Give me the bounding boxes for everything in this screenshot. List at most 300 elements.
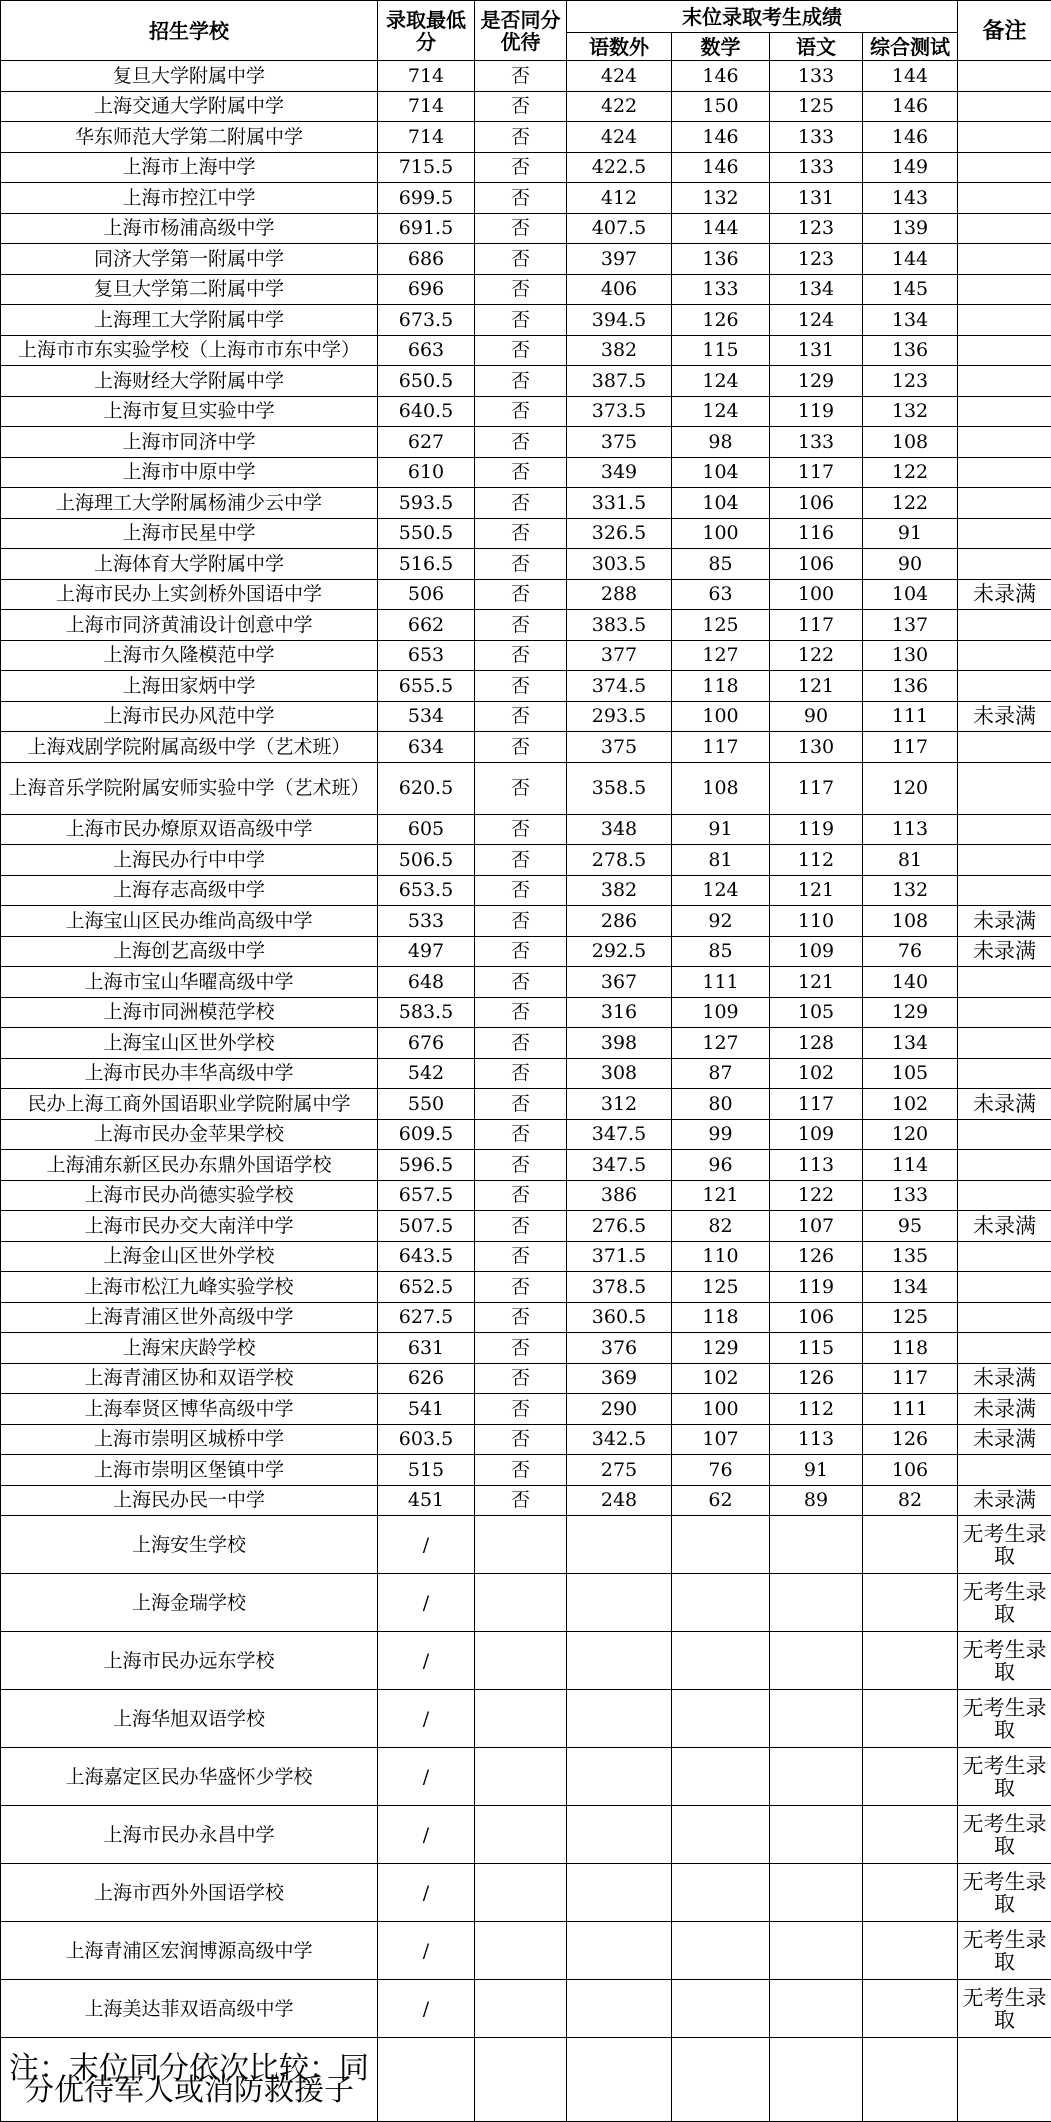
school-cell: 上海市宝山华曜高级中学 — [1, 967, 378, 998]
priority-cell: 否 — [475, 732, 567, 763]
lang-math-foreign-cell: 407.5 — [567, 213, 672, 244]
math-cell: 127 — [672, 1028, 770, 1059]
comprehensive-cell: 122 — [863, 457, 958, 488]
min-score-cell: / — [378, 1574, 475, 1632]
comprehensive-cell: 123 — [863, 366, 958, 397]
chinese-cell: 129 — [770, 366, 863, 397]
remark-cell: 未录满 — [958, 906, 1051, 937]
school-cell: 上海体育大学附属中学 — [1, 549, 378, 580]
school-cell: 复旦大学第二附属中学 — [1, 274, 378, 305]
comprehensive-cell: 120 — [863, 1119, 958, 1150]
empty-cell — [770, 1806, 863, 1864]
remark-cell — [958, 845, 1051, 876]
comprehensive-cell: 139 — [863, 213, 958, 244]
empty-cell — [672, 1980, 770, 2038]
empty-cell — [770, 1922, 863, 1980]
lang-math-foreign-cell: 316 — [567, 997, 672, 1028]
comprehensive-cell: 117 — [863, 732, 958, 763]
table-row — [1, 875, 1051, 906]
lang-math-foreign-cell: 278.5 — [567, 845, 672, 876]
min-score-cell: 542 — [378, 1058, 475, 1089]
comprehensive-cell: 126 — [863, 1424, 958, 1455]
remark-cell — [958, 549, 1051, 580]
math-cell: 76 — [672, 1455, 770, 1486]
remark-cell — [958, 1241, 1051, 1272]
min-score-cell: 541 — [378, 1394, 475, 1425]
remark-cell: 未录满 — [958, 579, 1051, 610]
chinese-cell: 128 — [770, 1028, 863, 1059]
chinese-cell: 122 — [770, 1180, 863, 1211]
min-score-cell: 609.5 — [378, 1119, 475, 1150]
min-score-cell: 620.5 — [378, 762, 475, 814]
empty-cell — [672, 1690, 770, 1748]
priority-cell: 否 — [475, 906, 567, 937]
school-cell: 上海市上海中学 — [1, 152, 378, 183]
remark-cell: 无考生录取 — [958, 1980, 1051, 2038]
comprehensive-cell: 136 — [863, 671, 958, 702]
table-header — [1, 1, 1051, 61]
math-cell: 92 — [672, 906, 770, 937]
empty-cell — [672, 1922, 770, 1980]
comprehensive-cell: 81 — [863, 845, 958, 876]
min-score-cell: 627.5 — [378, 1302, 475, 1333]
school-cell: 上海市民办燎原双语高级中学 — [1, 814, 378, 845]
school-cell: 上海华旭双语学校 — [1, 1690, 378, 1748]
table-row — [1, 610, 1051, 641]
math-cell: 85 — [672, 549, 770, 580]
math-cell: 62 — [672, 1485, 770, 1516]
chinese-cell: 119 — [770, 814, 863, 845]
remark-cell — [958, 640, 1051, 671]
table-row-no-admission — [1, 1806, 1051, 1864]
empty-cell — [475, 1864, 567, 1922]
empty-cell — [770, 1980, 863, 2038]
comprehensive-cell: 140 — [863, 967, 958, 998]
priority-cell: 否 — [475, 967, 567, 998]
table-body — [1, 61, 1051, 2122]
table-row — [1, 1272, 1051, 1303]
table-row-no-admission — [1, 1516, 1051, 1574]
priority-cell: 否 — [475, 183, 567, 214]
min-score-cell: 696 — [378, 274, 475, 305]
table-row — [1, 1089, 1051, 1120]
chinese-cell: 90 — [770, 701, 863, 732]
math-cell: 125 — [672, 1272, 770, 1303]
comprehensive-cell: 76 — [863, 936, 958, 967]
table-row — [1, 1211, 1051, 1242]
remark-cell — [958, 396, 1051, 427]
header-lang-math-foreign: 语数外 — [567, 33, 672, 61]
empty-cell — [672, 1632, 770, 1690]
comprehensive-cell: 149 — [863, 152, 958, 183]
math-cell: 124 — [672, 396, 770, 427]
remark-cell: 无考生录取 — [958, 1516, 1051, 1574]
math-cell: 96 — [672, 1150, 770, 1181]
lang-math-foreign-cell: 275 — [567, 1455, 672, 1486]
empty-cell — [863, 1574, 958, 1632]
remark-cell: 未录满 — [958, 1363, 1051, 1394]
chinese-cell: 131 — [770, 335, 863, 366]
chinese-cell: 121 — [770, 671, 863, 702]
comprehensive-cell: 146 — [863, 91, 958, 122]
empty-cell — [475, 1980, 567, 2038]
remark-cell — [958, 732, 1051, 763]
remark-cell — [958, 610, 1051, 641]
lang-math-foreign-cell: 377 — [567, 640, 672, 671]
table-row-no-admission — [1, 1922, 1051, 1980]
chinese-cell: 117 — [770, 457, 863, 488]
school-cell: 上海市民办金苹果学校 — [1, 1119, 378, 1150]
comprehensive-cell: 136 — [863, 335, 958, 366]
remark-cell: 无考生录取 — [958, 1806, 1051, 1864]
math-cell: 99 — [672, 1119, 770, 1150]
math-cell: 107 — [672, 1424, 770, 1455]
empty-cell — [770, 2038, 863, 2122]
min-score-cell: 650.5 — [378, 366, 475, 397]
header-remark: 备注 — [958, 1, 1051, 61]
remark-cell — [958, 1119, 1051, 1150]
comprehensive-cell: 111 — [863, 1394, 958, 1425]
school-cell: 上海存志高级中学 — [1, 875, 378, 906]
empty-cell — [672, 1516, 770, 1574]
table-row-no-admission — [1, 1980, 1051, 2038]
math-cell: 104 — [672, 488, 770, 519]
priority-cell: 否 — [475, 305, 567, 336]
table-row — [1, 457, 1051, 488]
lang-math-foreign-cell: 348 — [567, 814, 672, 845]
math-cell: 100 — [672, 701, 770, 732]
school-cell: 上海金瑞学校 — [1, 1574, 378, 1632]
lang-math-foreign-cell: 326.5 — [567, 518, 672, 549]
priority-cell: 否 — [475, 366, 567, 397]
lang-math-foreign-cell: 303.5 — [567, 549, 672, 580]
math-cell: 146 — [672, 61, 770, 92]
footnote: 注：末位同分依次比较：同分优待军人或消防救援子 — [1, 2038, 378, 2122]
table-row — [1, 274, 1051, 305]
lang-math-foreign-cell: 378.5 — [567, 1272, 672, 1303]
min-score-cell: 691.5 — [378, 213, 475, 244]
chinese-cell: 112 — [770, 1394, 863, 1425]
chinese-cell: 117 — [770, 610, 863, 641]
empty-cell — [770, 1574, 863, 1632]
lang-math-foreign-cell: 358.5 — [567, 762, 672, 814]
priority-cell: 否 — [475, 244, 567, 275]
chinese-cell: 131 — [770, 183, 863, 214]
math-cell: 146 — [672, 122, 770, 153]
school-cell: 上海音乐学院附属安师实验中学（艺术班） — [1, 762, 378, 814]
priority-cell: 否 — [475, 1394, 567, 1425]
comprehensive-cell: 132 — [863, 396, 958, 427]
lang-math-foreign-cell: 375 — [567, 732, 672, 763]
math-cell: 111 — [672, 967, 770, 998]
remark-cell: 未录满 — [958, 936, 1051, 967]
table-row — [1, 61, 1051, 92]
chinese-cell: 102 — [770, 1058, 863, 1089]
chinese-cell: 106 — [770, 1302, 863, 1333]
math-cell: 110 — [672, 1241, 770, 1272]
math-cell: 100 — [672, 518, 770, 549]
comprehensive-cell: 122 — [863, 488, 958, 519]
remark-cell — [958, 1333, 1051, 1364]
table-row — [1, 91, 1051, 122]
min-score-cell: 583.5 — [378, 997, 475, 1028]
table-row — [1, 997, 1051, 1028]
min-score-cell: 662 — [378, 610, 475, 641]
priority-cell: 否 — [475, 997, 567, 1028]
lang-math-foreign-cell: 375 — [567, 427, 672, 458]
lang-math-foreign-cell: 422 — [567, 91, 672, 122]
min-score-cell: 593.5 — [378, 488, 475, 519]
chinese-cell: 105 — [770, 997, 863, 1028]
header-min-score: 录取最低分 — [378, 1, 475, 61]
chinese-cell: 126 — [770, 1363, 863, 1394]
empty-cell — [958, 2038, 1051, 2122]
table-row-no-admission — [1, 1864, 1051, 1922]
table-row — [1, 967, 1051, 998]
priority-cell: 否 — [475, 396, 567, 427]
empty-cell — [475, 1690, 567, 1748]
chinese-cell: 125 — [770, 91, 863, 122]
lang-math-foreign-cell: 382 — [567, 335, 672, 366]
lang-math-foreign-cell: 376 — [567, 1333, 672, 1364]
comprehensive-cell: 102 — [863, 1089, 958, 1120]
comprehensive-cell: 145 — [863, 274, 958, 305]
empty-cell — [863, 1922, 958, 1980]
remark-cell — [958, 762, 1051, 814]
remark-cell — [958, 122, 1051, 153]
priority-cell: 否 — [475, 875, 567, 906]
header-school: 招生学校 — [1, 1, 378, 61]
min-score-cell: / — [378, 1980, 475, 2038]
table-row — [1, 640, 1051, 671]
chinese-cell: 134 — [770, 274, 863, 305]
empty-cell — [475, 1516, 567, 1574]
table-row — [1, 427, 1051, 458]
empty-cell — [672, 1574, 770, 1632]
lang-math-foreign-cell: 373.5 — [567, 396, 672, 427]
comprehensive-cell: 91 — [863, 518, 958, 549]
remark-cell: 未录满 — [958, 1394, 1051, 1425]
table-row — [1, 579, 1051, 610]
comprehensive-cell: 133 — [863, 1180, 958, 1211]
min-score-cell: 715.5 — [378, 152, 475, 183]
comprehensive-cell: 113 — [863, 814, 958, 845]
remark-cell — [958, 875, 1051, 906]
school-cell: 上海市民星中学 — [1, 518, 378, 549]
min-score-cell: 631 — [378, 1333, 475, 1364]
table-row — [1, 1333, 1051, 1364]
lang-math-foreign-cell: 349 — [567, 457, 672, 488]
lang-math-foreign-cell: 288 — [567, 579, 672, 610]
chinese-cell: 109 — [770, 1119, 863, 1150]
remark-cell: 无考生录取 — [958, 1922, 1051, 1980]
min-score-cell: 507.5 — [378, 1211, 475, 1242]
math-cell: 121 — [672, 1180, 770, 1211]
school-cell: 上海田家炳中学 — [1, 671, 378, 702]
empty-cell — [672, 1748, 770, 1806]
empty-cell — [770, 1748, 863, 1806]
chinese-cell: 100 — [770, 579, 863, 610]
priority-cell: 否 — [475, 213, 567, 244]
min-score-cell: / — [378, 1922, 475, 1980]
comprehensive-cell: 135 — [863, 1241, 958, 1272]
empty-cell — [770, 1864, 863, 1922]
school-cell: 上海财经大学附属中学 — [1, 366, 378, 397]
remark-cell — [958, 244, 1051, 275]
table-row — [1, 1302, 1051, 1333]
school-cell: 上海市复旦实验中学 — [1, 396, 378, 427]
priority-cell: 否 — [475, 762, 567, 814]
empty-cell — [863, 1748, 958, 1806]
priority-cell: 否 — [475, 579, 567, 610]
lang-math-foreign-cell: 308 — [567, 1058, 672, 1089]
priority-cell: 否 — [475, 122, 567, 153]
table-row — [1, 335, 1051, 366]
comprehensive-cell: 134 — [863, 1272, 958, 1303]
priority-cell: 否 — [475, 549, 567, 580]
comprehensive-cell: 118 — [863, 1333, 958, 1364]
math-cell: 127 — [672, 640, 770, 671]
priority-cell: 否 — [475, 671, 567, 702]
lang-math-foreign-cell: 374.5 — [567, 671, 672, 702]
lang-math-foreign-cell: 293.5 — [567, 701, 672, 732]
lang-math-foreign-cell: 398 — [567, 1028, 672, 1059]
school-cell: 上海市民办交大南洋中学 — [1, 1211, 378, 1242]
remark-cell — [958, 427, 1051, 458]
priority-cell: 否 — [475, 1028, 567, 1059]
lang-math-foreign-cell: 386 — [567, 1180, 672, 1211]
math-cell: 117 — [672, 732, 770, 763]
school-cell: 上海市同济黄浦设计创意中学 — [1, 610, 378, 641]
remark-cell — [958, 488, 1051, 519]
comprehensive-cell: 144 — [863, 244, 958, 275]
empty-cell — [863, 1864, 958, 1922]
chinese-cell: 121 — [770, 875, 863, 906]
priority-cell: 否 — [475, 814, 567, 845]
math-cell: 108 — [672, 762, 770, 814]
priority-cell: 否 — [475, 701, 567, 732]
comprehensive-cell: 132 — [863, 875, 958, 906]
min-score-cell: 534 — [378, 701, 475, 732]
header-math: 数学 — [672, 33, 770, 61]
priority-cell: 否 — [475, 1363, 567, 1394]
header-same-score-priority: 是否同分优待 — [475, 1, 567, 61]
remark-cell — [958, 305, 1051, 336]
empty-cell — [475, 1748, 567, 1806]
math-cell: 104 — [672, 457, 770, 488]
min-score-cell: 627 — [378, 427, 475, 458]
school-cell: 上海市控江中学 — [1, 183, 378, 214]
school-cell: 上海市松江九峰实验学校 — [1, 1272, 378, 1303]
comprehensive-cell: 144 — [863, 61, 958, 92]
remark-cell — [958, 671, 1051, 702]
min-score-cell: / — [378, 1690, 475, 1748]
priority-cell: 否 — [475, 1150, 567, 1181]
chinese-cell: 115 — [770, 1333, 863, 1364]
chinese-cell: 89 — [770, 1485, 863, 1516]
empty-cell — [567, 1864, 672, 1922]
table-row — [1, 671, 1051, 702]
comprehensive-cell: 143 — [863, 183, 958, 214]
math-cell: 144 — [672, 213, 770, 244]
math-cell: 124 — [672, 366, 770, 397]
chinese-cell: 117 — [770, 1089, 863, 1120]
school-cell: 上海美达菲双语高级中学 — [1, 1980, 378, 2038]
empty-cell — [378, 2038, 475, 2122]
math-cell: 129 — [672, 1333, 770, 1364]
min-score-cell: 714 — [378, 122, 475, 153]
remark-cell — [958, 366, 1051, 397]
school-cell: 上海嘉定区民办华盛怀少学校 — [1, 1748, 378, 1806]
school-cell: 上海市同济中学 — [1, 427, 378, 458]
school-cell: 上海市久隆模范中学 — [1, 640, 378, 671]
min-score-cell: 714 — [378, 61, 475, 92]
priority-cell: 否 — [475, 1272, 567, 1303]
min-score-cell: 634 — [378, 732, 475, 763]
school-cell: 上海市民办永昌中学 — [1, 1806, 378, 1864]
comprehensive-cell: 137 — [863, 610, 958, 641]
note-row — [1, 2038, 1051, 2122]
min-score-cell: 673.5 — [378, 305, 475, 336]
table-row — [1, 906, 1051, 937]
math-cell: 87 — [672, 1058, 770, 1089]
comprehensive-cell: 111 — [863, 701, 958, 732]
priority-cell: 否 — [475, 518, 567, 549]
min-score-cell: 550 — [378, 1089, 475, 1120]
remark-cell: 无考生录取 — [958, 1690, 1051, 1748]
min-score-cell: / — [378, 1806, 475, 1864]
math-cell: 125 — [672, 610, 770, 641]
empty-cell — [475, 1632, 567, 1690]
table-row — [1, 1363, 1051, 1394]
remark-cell — [958, 518, 1051, 549]
school-cell: 上海市民办上实剑桥外国语中学 — [1, 579, 378, 610]
math-cell: 85 — [672, 936, 770, 967]
min-score-cell: 626 — [378, 1363, 475, 1394]
empty-cell — [567, 1748, 672, 1806]
comprehensive-cell: 82 — [863, 1485, 958, 1516]
priority-cell: 否 — [475, 1058, 567, 1089]
empty-cell — [567, 1574, 672, 1632]
chinese-cell: 133 — [770, 427, 863, 458]
math-cell: 98 — [672, 427, 770, 458]
chinese-cell: 133 — [770, 61, 863, 92]
comprehensive-cell: 108 — [863, 906, 958, 937]
table-row — [1, 396, 1051, 427]
min-score-cell: 657.5 — [378, 1180, 475, 1211]
table-row — [1, 213, 1051, 244]
chinese-cell: 123 — [770, 213, 863, 244]
min-score-cell: 550.5 — [378, 518, 475, 549]
remark-cell — [958, 1272, 1051, 1303]
school-cell: 上海民办行中中学 — [1, 845, 378, 876]
remark-cell: 未录满 — [958, 1424, 1051, 1455]
lang-math-foreign-cell: 371.5 — [567, 1241, 672, 1272]
empty-cell — [475, 1922, 567, 1980]
priority-cell: 否 — [475, 457, 567, 488]
empty-cell — [863, 1516, 958, 1574]
min-score-cell: 699.5 — [378, 183, 475, 214]
empty-cell — [567, 2038, 672, 2122]
chinese-cell: 106 — [770, 488, 863, 519]
min-score-cell: 605 — [378, 814, 475, 845]
school-cell: 上海市民办尚德实验学校 — [1, 1180, 378, 1211]
priority-cell: 否 — [475, 152, 567, 183]
min-score-cell: 640.5 — [378, 396, 475, 427]
empty-cell — [475, 1806, 567, 1864]
school-cell: 上海宝山区世外学校 — [1, 1028, 378, 1059]
table-row — [1, 1119, 1051, 1150]
